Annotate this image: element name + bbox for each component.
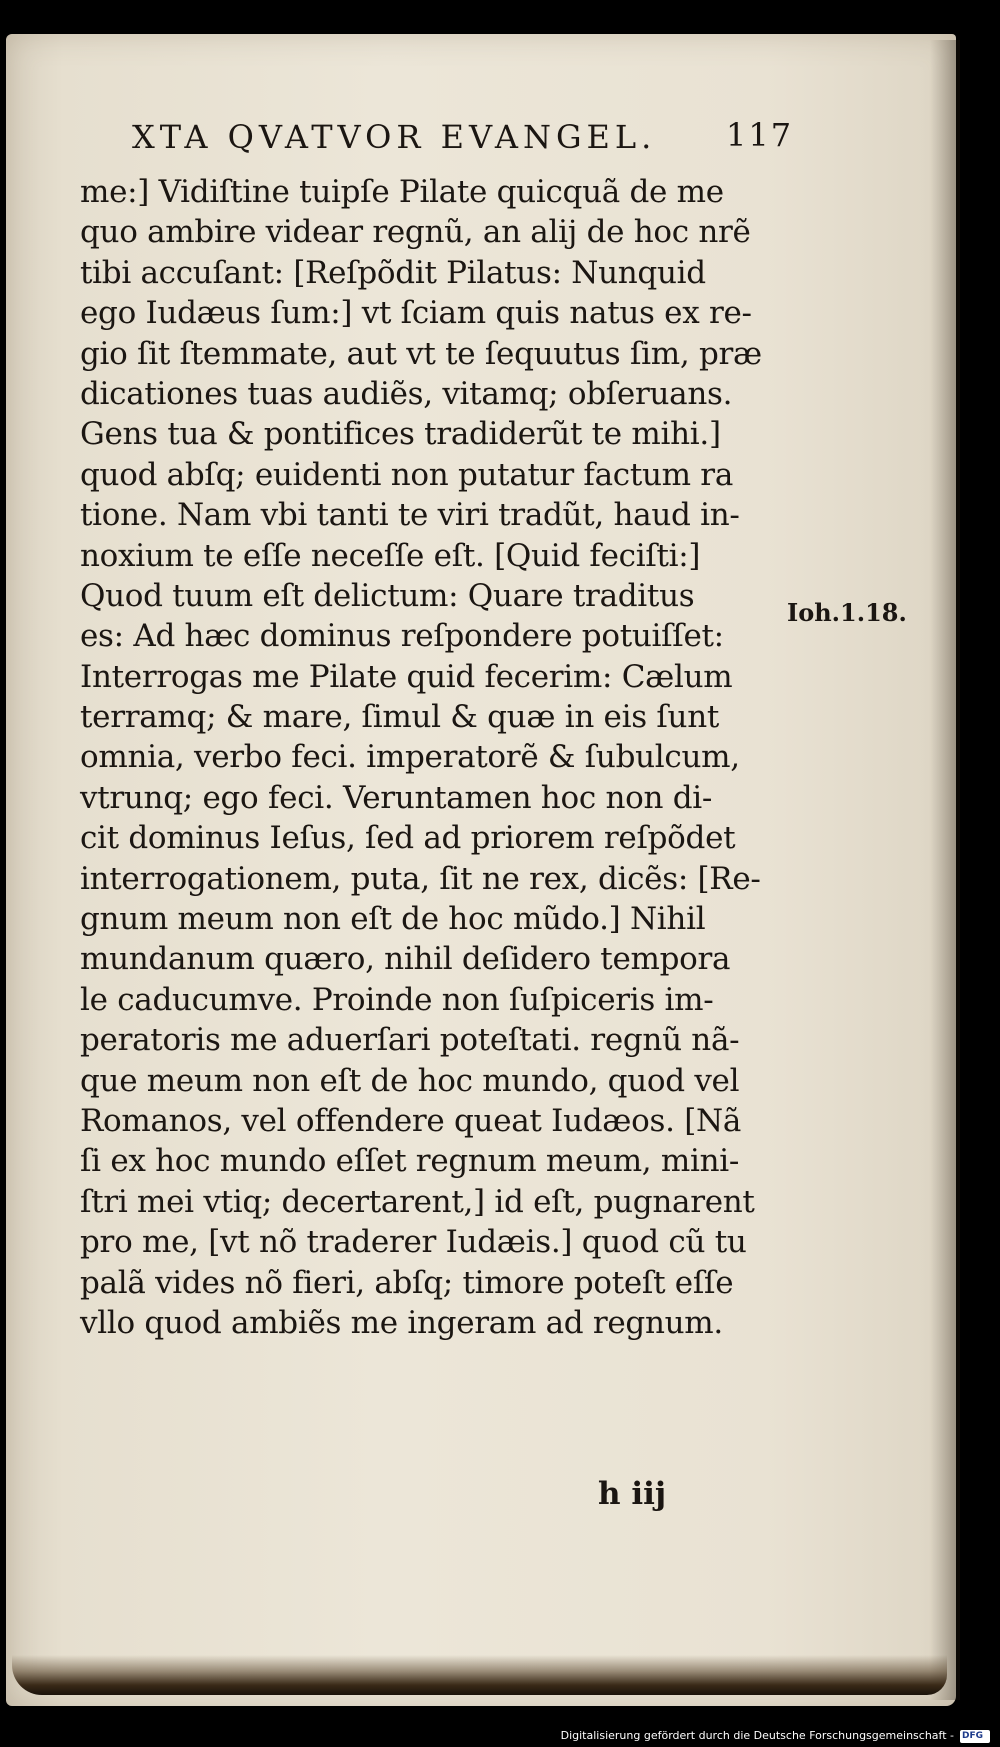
running-head: XTA QVATVOR EVANGEL. xyxy=(132,118,657,156)
text-line: dicationes tuas audiẽs, vitamq; obſeruans. xyxy=(80,375,733,412)
main-text-block xyxy=(80,172,780,1343)
text-line: Romanos, vel offendere queat Iudæos. [Nã xyxy=(80,1102,742,1139)
page-bottom-edge xyxy=(12,1655,947,1695)
digitization-footer xyxy=(0,1727,1000,1747)
text-line: vtrunq; ego feci. Veruntamen hoc non di- xyxy=(80,779,713,816)
text-line: ego Iudæus ſum:] vt ſciam quis natus ex re- xyxy=(80,295,752,332)
text-line: ſtri mei vtiq; decertarent,] id eſt, pugnarent xyxy=(80,1183,755,1220)
dfg-logo-text: DFG xyxy=(962,1731,984,1741)
text-line: cit dominus Ieſus, ſed ad priorem reſpõdet xyxy=(80,820,736,857)
dfg-logo-icon xyxy=(960,1730,990,1743)
text-line: que meum non eſt de hoc mundo, quod vel xyxy=(80,1062,740,1099)
text-line: le caducumve. Proinde non ſuſpiceris im- xyxy=(80,981,714,1018)
text-line: omnia, verbo feci. imperatorẽ & ſubulcum, xyxy=(80,739,740,776)
funding-credit: Digitalisierung gefördert durch die Deutsche Forschungsgemeinschaft - xyxy=(560,1729,954,1742)
text-line: me:] Vidiſtine tuipſe Pilate quicquã de me xyxy=(80,174,724,210)
text-line: peratoris me aduerſari poteſtati. regnũ nã- xyxy=(80,1022,740,1059)
text-line: tibi accuſant: [Reſpõdit Pilatus: Nunquid xyxy=(80,254,706,291)
text-line: Gens tua & pontifices tradiderũt te mihi.] xyxy=(80,416,721,453)
text-line: tione. Nam vbi tanti te viri tradũt, haud in- xyxy=(80,497,740,534)
text-line: terramq; & mare, ſimul & quæ in eis ſunt xyxy=(80,699,720,736)
text-line: mundanum quæro, nihil deſidero tempora xyxy=(80,941,731,978)
text-line: interrogationem, puta, ſit ne rex, dicẽs: [Re- xyxy=(80,860,761,897)
text-line: Quod tuum eſt delictum: Quare traditus xyxy=(80,577,695,614)
text-line: quo ambire videar regnũ, an alij de hoc nrẽ xyxy=(80,214,751,251)
text-line: ſi ex hoc mundo eſſet regnum meum, mini- xyxy=(80,1143,740,1180)
marginal-reference: Ioh.1.18. xyxy=(787,598,907,627)
text-line: gnum meum non eſt de hoc mũdo.] Nihil xyxy=(80,901,706,938)
text-line: vllo quod ambiẽs me ingeram ad regnum. xyxy=(80,1304,723,1341)
text-line: noxium te eſſe neceſſe eſt. [Quid feciſti:] xyxy=(80,537,701,574)
text-line: Interrogas me Pilate quid fecerim: Cælum xyxy=(80,658,733,695)
page-edge-shadow xyxy=(930,40,960,1700)
folio-number: 117 xyxy=(726,116,794,154)
text-line: quod abſq; euidenti non putatur factum ra xyxy=(80,456,734,493)
text-line: gio ſit ſtemmate, aut vt te ſequutus ſim, præ xyxy=(80,335,762,372)
text-line: pro me, [vt nõ traderer Iudæis.] quod cũ tu xyxy=(80,1224,747,1261)
text-line: palã vides nõ fieri, abſq; timore poteſt eſſe xyxy=(80,1264,734,1301)
text-line: es: Ad hæc dominus reſpondere potuiſſet: xyxy=(80,618,724,655)
signature-mark: h iij xyxy=(598,1476,667,1512)
